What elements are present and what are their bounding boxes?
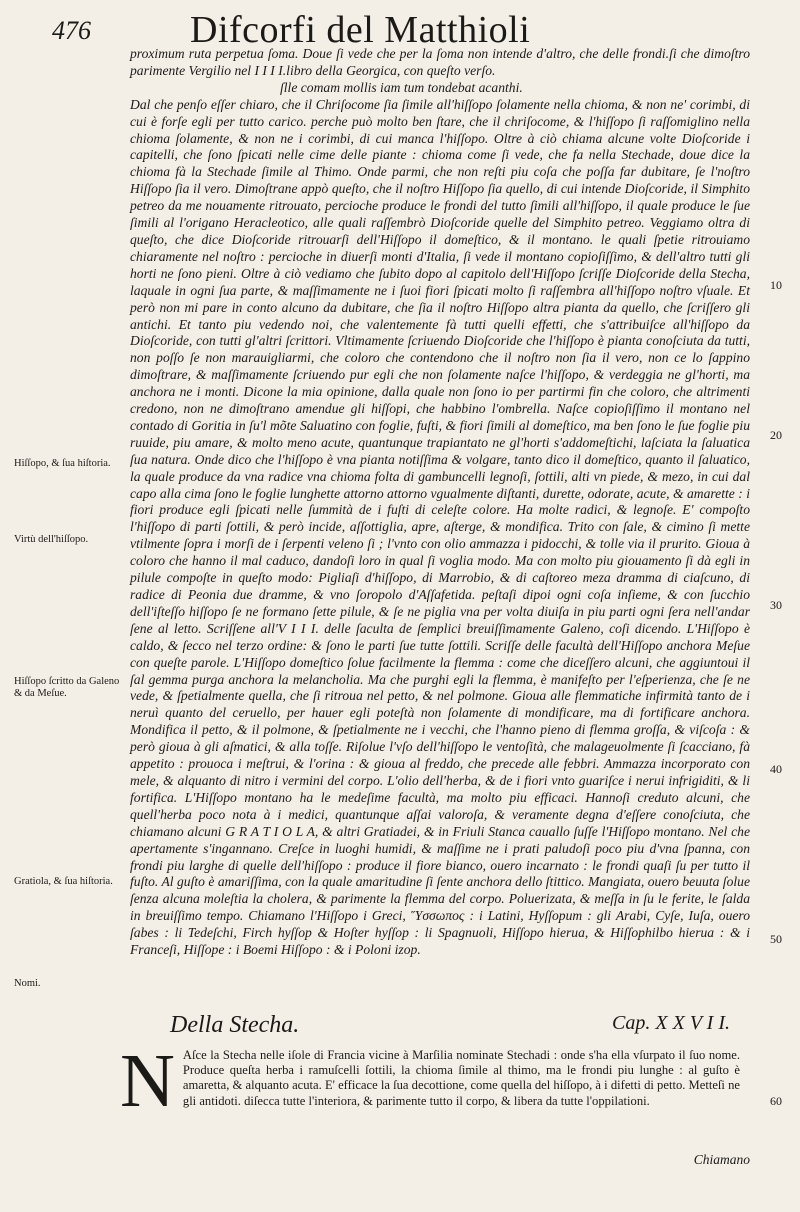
verse-quote: ſlle comam mollis iam tum tondebat acanthi. <box>280 79 523 95</box>
main-text <box>130 46 750 959</box>
paragraph-intro: proximum ruta perpetua ſoma. Doue ſi vede che per la ſoma non intende d'altro, che delle frondi.ſi che dimoſtro parimente Vergilio nel I I I I.libro della Georgica, con queſto verſo. <box>130 46 750 78</box>
chapter-number: Cap. X X V I I. <box>612 1012 730 1034</box>
line-number: 30 <box>770 598 782 612</box>
margin-note: Hiſſopo ſcritto da Galeno & da Meſue. <box>14 676 120 699</box>
line-number: 40 <box>770 762 782 776</box>
margin-note: Gratiola, & ſua hiſtoria. <box>14 876 113 887</box>
chapter-heading <box>170 1012 730 1039</box>
line-number: 60 <box>770 1094 782 1108</box>
margin-note: Virtù dell'hiſſopo. <box>14 534 89 545</box>
catchword: Chiamano <box>693 1152 750 1167</box>
chapter-body <box>120 1039 740 1123</box>
line-number: 50 <box>770 932 782 946</box>
paragraph-main: Dal che penſo eſſer chiaro, che il Chriſocome ſia ſimile all'hiſſopo ſolamente nella chioma, & non ne' corimbi, di cui è forſe egli per tutto carico. perche può molto ben ſtare, che il chriſocome, & l'hiſſopo ſi raſſomiglino nella chioma ſolamente, & non ne i corimbi, di cui manca l'hiſſopo. Oltre à ciò chiama alcune volte Dioſcoride i capitelli, che ſono ſpicati nelle cime delle piante : chioma come ſi vede, che fa nella Stechade, doue dice la chioma fà la Stechade ſimile al Thimo. Onde parmi, che non reſti piu coſa che poſſa far dubitare, ſe l'noſtro Hiſſopo ſia il vero. Dimoſtrane appò queſto, che il noſtro Hiſſopo ſia quello, di cui intende Dioſcoride, il Simphito petreo da me nouamente ritrouato, percioche produce le frondi del tutto ſimili all'hiſſopo, il quale produce le ſue ſimili al l'origano Heracleotico, alle quali raſſembrò Dioſcoride quelle del Simphito petreo. Veggiamo oltra di queſto, che dice Dioſcoride ritrouarſi dell'Hiſſopo il domeſtico, & il montano. le quali ſpetie ritrouiamo chiaramente nel noſtro : percioche in diuerſi monti d'Italia, ſi vede il montano copioſiſſimo, & dell'altro tutti gli horti ne ſono pieni. Oltre à ciò vediamo che ſubito dopo al capitolo dell'Hiſſopo ſcriſſe Dioſcoride della Stecha, laquale in ogni ſua parte, & maſſimamente ne i ſuoi fiori ſpicati molto ſi raſſembra all'hiſſopo noſtro vſuale. Et però non mi pare in conto alcuno da dubitare, che ſia il noſtro Hiſſopo altra pianta da quello, che ſcriſſero gli antichi. Et tanto piu vedendo noi, che valentemente fà tutti quelli effetti, che s'attribuiſce all'hiſſopo da Dioſcoride, con tutti gl'altri ſcrittori. Vltimamente ſcriuendo Dioſcoride che l'hiſſopo è pianta conoſciuta da tutti, non poſſo ſe non marauigliarmi, che coloro che contendono che il noſtro non ſia il vero, non ce lo ſappino dimoſtrare, & maſſimamente ſcriuendo pur egli che non ſolamente naſce l'hiſſopo, & verdeggia ne gl'horti, ma anchora ne i monti. Dicone la mia opinione, dalla quale non ſono io per partirmi fin che coloro, che altrimenti credono, non ne dimoſtrano amendue gli hiſſopi, che habbino l'ombrella. Naſce copioſiſſimo il montano nel contado di Goritia in ſu'l mõte Saluatino con foglie, fuſti, & fiori ſimili al domeſtico, ma ben ſono le ſue foglie piu ruuide, piu amare, & molto meno acute, quantunque trapiantato ne gl'horti s'addomeſtichi, laſciata la ſaluatica ſua natura. Onde dico che l'hiſſopo è vna pianta notiſſima & volgare, tanto dico il domeſtico, quanto il ſaluatico, la quale produce da vna radice vna chioma folta di gambuncelli legnoſi, ſottili, alti vn piede, & mezo, in cui dal capo alla cima ſono le foglie lunghette attorno attorno vgualmente diſtanti, durette, odorate, acute, & amarette : i fiori produce egli ſpicati nelle ſummità de i fuſti di celeſte colore. Ha molte radici, & legnoſe. E' compoſto l'hiſſopo di parti ſottili, & però incide, aſſottiglia, apre, aſterge, & mondifica. Trito con ſale, & cimino ſi mette vtilmente ſopra i morſi de i ſerpenti veleno ſi ; l'vnto con olio ammazza i pidocchi, & tolle via il prurito. Gioua à coloro che hanno il mal caduco, dandoſi loro in qual ſi voglia modo. Ma con molto piu giouamento ſi dà egli in pilule compoſte in queſto modo: Pigliaſi d'hiſſopo, di Marrobio, & di caſtoreo meza dramma di ciaſcuno, di radice di Peonia due dramme, & vno ſoropolo d'Aſſafetida. peſtaſi dipoi ogni coſa inſieme, & con ſucchio dell'iſteſſo hiſſopo ſe ne formano ſette pilule, & ſe ne piglia vna per volta diuiſa in piu parti ogni ſera nell'andar ſene al letto. Scriſſene all'V I I I. delle ſaculta de ſemplici breuiſſimamente Galeno, coſi dicendo. L'Hiſſopo è caldo, & ſecco nel terzo ordine: & ſono le parti ſue tutte ſottili. Scriſſe delle facultà dell'Hiſſopo anchora Meſue con queſte parole. L'Hiſſopo domeſtico ſolue facilmente la flemma : come che diceſſero alcuni, che aggiuntoui il ſal gemma purga anchora la melancholia. Ma che purghi egli la flemma, è manifeſto per l'eſperienza, che ſe ne vede, & ſpetialmente quella, che ſi ritroua nel petto, & nel polmone. Gioua alle flemmatiche infirmità tanto de i neruì quanto del ceruello, per hauer egli poteſtà non ſolamente di mondificare, ma di fortificare anchora. Mondifica il petto, & il polmone, & ſpetialmente ne i vecchi, che l'hanno pieno di flemma groſſa, & viſcoſa : & però gioua à gli aſmatici, & alla toſſe. Riſolue l'vſo dell'hiſſopo le ventoſità, che malageuolmente ſi ſcacciano, fà appetito : prouoca i meſtrui, & l'orina : & gioua al freddo, che precede alle febbri. Ammazza incorporato con mele, & alquanto di nitro i vermini del corpo. L'olio dell'herba, & de i fiori vnto guariſce i nerui infrigiditi, & li fortifica. L'Hiſſopo montano ha le medeſime facultà, ma molto piu efficaci. Hannoſi creduto alcuni, che quell'herba poco nota à i medici, quantunque aſſai valoroſa, & veramente degna d'eſſere conoſciuta, che chiamano alcuni G R A T I O L A, & altri Gratiadei, & in Friuli Stanca cauallo ſuſſe l'Hiſſopo montano. Nel che apertamente s'ingannano. Creſce in luoghi humidi, & maſſime ne i prati paludoſi poco piu d'vna ſpanna, con frondi piu larghe di quelle dell'hiſſopo : produce il fiore bianco, ouero incarnato : le frondi quaſi ſu per tutto il fuſto. Al guſto è amariſſima, con la quale amaritudine ſi ſente anchora dello ſtittico. Mangiata, ouero beuuta ſolue ſenza alcuna moleſtia la cholera, & parimente la flemma del corpo. Poluerizata, & meſſa in ſu le ferite, le ſalda in breuiſſimo tempo. Chiamano l'Hiſſopo i Greci, Ὕσσωπος : i Latini, Hyſſopum : gli Arabi, Cyſe, Iuſa, ouero ſabes : li Tedeſchi, Firch hyſſop & Hoſter hyſſop : li Spagnuoli, Hiſſopo hierua, & Hiſſophilbo hierua : & i Franceſi, Hiſſope : i Boemi Hiſſopo : & i Poloni izop. <box>130 96 750 958</box>
chapter-title: Della Stecha. <box>170 1012 300 1038</box>
drop-capital: N <box>120 1039 175 1123</box>
page-number: 476 <box>52 16 91 45</box>
line-number: 20 <box>770 428 782 442</box>
line-number: 10 <box>770 278 782 292</box>
margin-note: Nomi. <box>14 978 41 989</box>
margin-note: Hiſſopo, & ſua hiſtoria. <box>14 458 111 469</box>
chapter-text: Aſce la Stecha nelle iſole di Francia vicine à Marſilia nominate Stechadi : onde s'ha ella vſurpato il ſuo nome. Produce queſta herba i ramuſcelli ſottili, la chioma ſimile al thimo, ma le frondi piu lunghe : al guſto è amaretta, & alquanto acuta. E' efficace la ſua decottione, come quella del hiſſopo, à i difetti di petto. Metteſi ne gli antidoti. diſecca tutte l'interiora, & parimente tutto il corpo, & libera da tutte l'oppilationi. <box>182 1048 740 1108</box>
running-title: Difcorfi del Matthioli <box>190 9 531 51</box>
